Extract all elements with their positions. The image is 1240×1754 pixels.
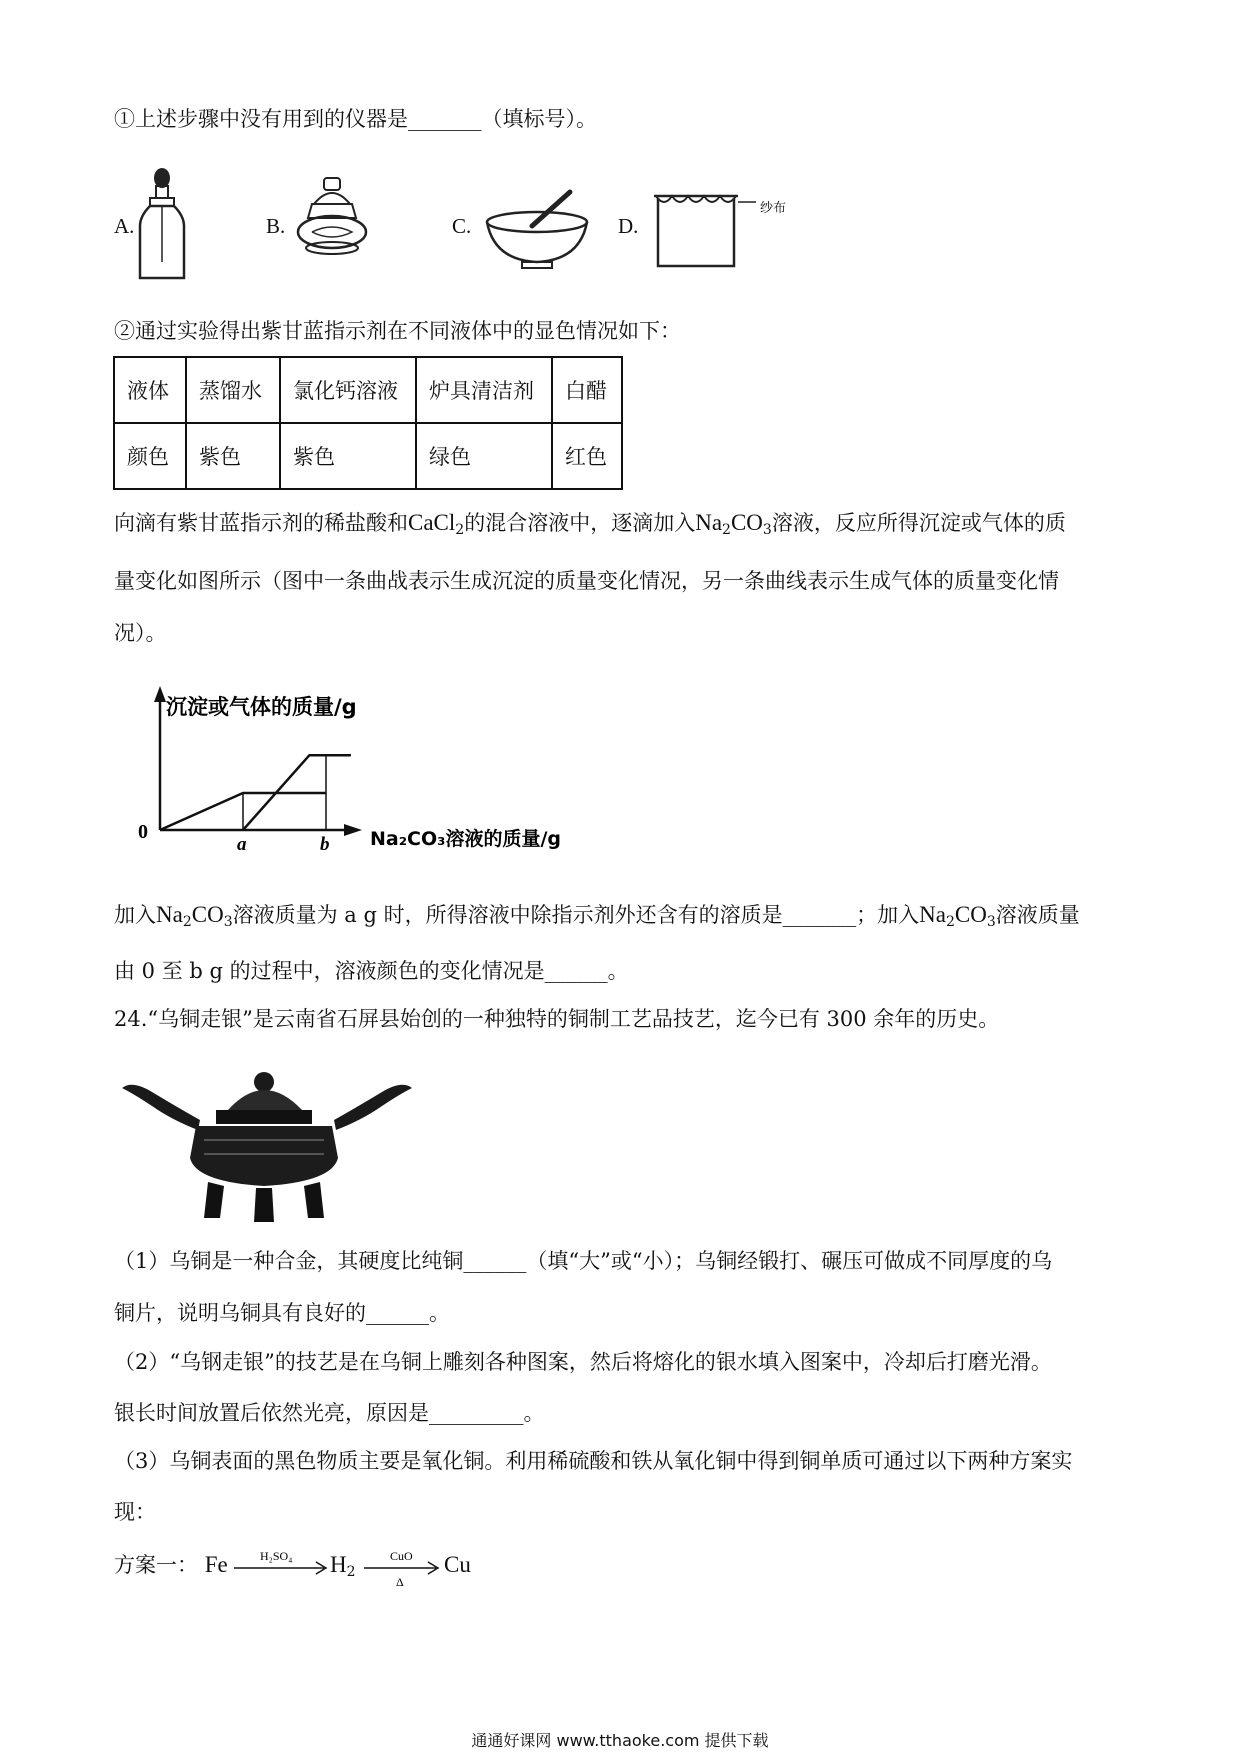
intermediate-h2	[330, 1550, 356, 1587]
chem-subscript: 2	[182, 914, 192, 930]
mortar-pestle-icon	[482, 186, 592, 276]
scheme-label: 方案一：	[114, 1553, 198, 1577]
chem-subscript: 3	[762, 522, 772, 538]
table-row	[114, 357, 622, 423]
chem-subscript: 3	[986, 914, 996, 930]
table-cell: 绿色	[416, 423, 552, 489]
paragraph-line: 由 0 至 b g 的过程中，溶液颜色的变化情况是______。	[114, 959, 629, 983]
question-24-3-line2: 现：	[114, 1500, 156, 1524]
table-cell: 蒸馏水	[186, 357, 280, 423]
reactant: Fe	[204, 1552, 228, 1577]
table-cell: 氯化钙溶液	[280, 357, 416, 423]
scheme-one	[114, 1550, 228, 1580]
arrow-reagent: H₂SO₄	[260, 1549, 293, 1563]
question-24-3-line1: （3）乌铜表面的黑色物质主要是氧化铜。利用稀硫酸和铁从氧化铜中得到铜单质可通过以下两种方案实	[114, 1449, 1073, 1473]
question-24-2-line2: 银长时间放置后依然光亮，原因是_________。	[114, 1401, 545, 1425]
reaction-arrow-2	[364, 1546, 444, 1594]
table-cell: 红色	[552, 423, 622, 489]
dropper-bottle-icon	[132, 166, 192, 286]
table-cell: 紫色	[186, 423, 280, 489]
x-axis-label: Na₂CO₃溶液的质量/g	[370, 828, 562, 850]
option-d-label: D.	[618, 214, 639, 238]
text-segment: 溶液质量	[995, 903, 1080, 927]
reaction-arrow-1	[234, 1546, 332, 1586]
chem-subscript: 3	[223, 914, 233, 930]
y-axis-arrow	[154, 686, 166, 702]
alcohol-lamp-icon	[292, 174, 372, 264]
table-cell: 紫色	[280, 423, 416, 489]
y-axis-label: 沉淀或气体的质量/g	[166, 695, 357, 719]
chem-formula: Na	[695, 510, 723, 535]
question-instruments	[114, 104, 597, 134]
text-segment: 加入	[114, 903, 156, 927]
chem-formula: CO	[954, 902, 987, 927]
text-segment: 的混合溶液中，逐滴加入	[464, 511, 696, 535]
mass-change-chart	[130, 680, 650, 860]
paragraph-reaction	[114, 508, 1066, 545]
product: Cu	[444, 1552, 471, 1577]
table-cell: 颜色	[114, 423, 186, 489]
question-text: ②通过实验得出紫甘蓝指示剂在不同液体中的显色情况如下：	[114, 319, 681, 343]
arrow-reagent: CuO	[390, 1549, 413, 1563]
chem-formula: Na	[156, 902, 183, 927]
question-text: ①上述步骤中没有用到的仪器是_______（填标号）。	[114, 107, 597, 131]
option-a-label: A.	[114, 214, 135, 238]
chem-subscript: 2	[945, 914, 955, 930]
text-segment: 向滴有紫甘蓝指示剂的稀盐酸和	[114, 511, 408, 535]
origin-label: 0	[138, 821, 148, 843]
question-solute	[114, 900, 1080, 937]
chem-subscript: 2	[722, 522, 731, 538]
indicator-color-table	[113, 356, 623, 490]
chem-formula: CO	[730, 510, 763, 535]
chem-subscript: 2	[346, 1564, 356, 1580]
chem-subscript: 2	[455, 522, 465, 538]
question-24-1-line2: 铜片，说明乌铜具有良好的______。	[114, 1301, 450, 1325]
question-24-1-line1: （1）乌铜是一种合金，其硬度比纯铜______（填“大”或“小）；乌铜经锻打、碾压可做成不同厚度的乌	[114, 1249, 1053, 1273]
gauze-annotation: 纱布	[760, 201, 787, 216]
chem-formula: CO	[191, 902, 224, 927]
footer-watermark: 通通好课网 www.tthaoke.com 提供下载	[471, 1731, 769, 1750]
question-indicator	[114, 316, 681, 346]
text-segment: 溶液，反应所得沉淀或气体的质	[771, 511, 1066, 535]
chem-formula: CaCl	[408, 510, 456, 535]
arrow-condition: Δ	[396, 1575, 404, 1589]
table-cell: 液体	[114, 357, 186, 423]
question-24: 24.“乌铜走银”是云南省石屏县始创的一种独特的铜制工艺品技艺，迄今已有 300 余年的历史。	[114, 1007, 1000, 1031]
table-row	[114, 423, 622, 489]
tick-label-a: a	[237, 834, 247, 855]
chem-formula: Na	[919, 902, 946, 927]
x-axis-arrow	[344, 824, 362, 836]
option-b-label: B.	[266, 214, 286, 238]
paragraph-line: 量变化如图所示（图中一条曲战表示生成沉淀的质量变化情况，另一条曲线表示生成气体的质量变化情	[114, 569, 1059, 593]
table-cell: 白醋	[552, 357, 622, 423]
product-cu	[444, 1550, 471, 1580]
option-c-label: C.	[452, 214, 472, 238]
text-segment: 溶液质量为 a g 时，所得溶液中除指示剂外还含有的溶质是_______；加入	[232, 903, 920, 927]
paragraph-line: 况）。	[114, 621, 167, 645]
intermediate: H	[330, 1552, 347, 1577]
tick-label-b: b	[320, 834, 330, 855]
copper-censer-icon	[112, 1070, 422, 1230]
question-24-2-line1: （2）“乌钢走银”的技艺是在乌铜上雕刻各种图案，然后将熔化的银水填入图案中，冷却后打磨光滑。	[114, 1350, 1052, 1374]
table-cell: 炉具清洁剂	[416, 357, 552, 423]
